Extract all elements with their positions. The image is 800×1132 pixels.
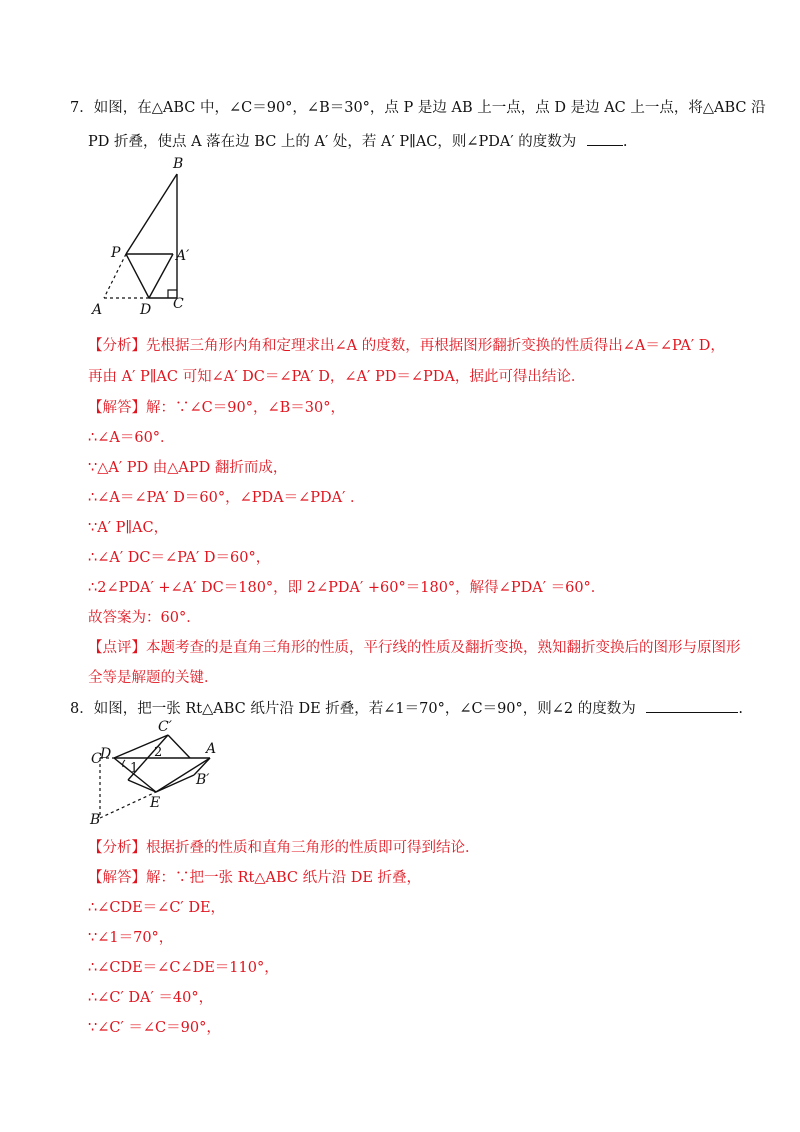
q7-answer-blank[interactable] (587, 131, 623, 146)
q8-solution-line5: ∴∠C′ DA′ ＝40°， (88, 990, 214, 1006)
q8-label-B-prime: B′ (196, 772, 210, 788)
q7-solution-line3: ∵△A′ PD 由△APD 翻折而成， (88, 460, 288, 476)
q8-label-angle-2: 2 (154, 745, 163, 760)
q7-solution-line2: ∴∠A＝60°． (88, 430, 175, 446)
q7-solution-line5: ∵A′ P∥AC， (88, 520, 169, 536)
q8-solution-line1: 【解答】解：∵把一张 Rt△ABC 纸片沿 DE 折叠， (88, 870, 422, 886)
q7-label-C: C (173, 296, 184, 312)
q7-label-A: A (92, 302, 103, 318)
q7-label-D: D (140, 302, 152, 318)
q8-stem-text: 8．如图，把一张 Rt△ABC 纸片沿 DE 折叠，若∠1＝70°，∠C＝90°，则∠2 的度数为 (70, 701, 636, 717)
q7-label-A-prime: A′ (176, 248, 190, 264)
q8-solution-line6: ∵∠C′ ＝∠C＝90°， (88, 1020, 221, 1036)
q7-solution-line6: ∴∠A′ DC＝∠PA′ D＝60°， (88, 550, 271, 566)
q8-stem-period: . (738, 701, 743, 717)
q8-stem-line1 (70, 698, 743, 719)
q8-solution-line2: ∴∠CDE＝∠C′ DE， (88, 900, 226, 916)
q7-comment-line2: 全等是解题的关键． (88, 670, 219, 686)
q8-label-D: D (100, 746, 112, 762)
q7-solution-line1: 【解答】解：∵∠C＝90°，∠B＝30°， (88, 400, 345, 416)
q7-solution-line7: ∴2∠PDA′ +∠A′ DC＝180°，即 2∠PDA′ +60°＝180°，解得∠PDA′ ＝60°． (88, 580, 606, 596)
q7-label-P: P (111, 245, 121, 261)
q7-answer: 故答案为：60°． (88, 610, 201, 626)
q7-stem-text: PD 折叠，使点 A 落在边 BC 上的 A′ 处，若 A′ P∥AC，则∠PDA′ 的度数为 (88, 134, 577, 150)
q8-solution-line3: ∵∠1＝70°， (88, 930, 174, 946)
q7-comment-line1: 【点评】本题考查的是直角三角形的性质，平行线的性质及翻折变换，熟知翻折变换后的图形与原图形 (88, 640, 741, 656)
q7-analysis-line1: 【分析】先根据三角形内角和定理求出∠A 的度数，再根据图形翻折变换的性质得出∠A＝∠PA′ D， (88, 338, 725, 354)
q8-analysis: 【分析】根据折叠的性质和直角三角形的性质即可得到结论． (88, 840, 480, 856)
q7-solution-line4: ∴∠A＝∠PA′ D＝60°，∠PDA＝∠PDA′ ． (88, 490, 365, 506)
q7-stem-line2 (88, 131, 628, 152)
q8-figure (80, 718, 240, 830)
q8-label-E: E (150, 795, 161, 811)
q8-answer-blank[interactable] (646, 698, 738, 713)
q8-label-angle-1: 1 (130, 761, 139, 776)
q7-stem-period: . (622, 134, 628, 150)
q8-solution-line4: ∴∠CDE＝∠C∠DE＝110°， (88, 960, 279, 976)
q8-label-B: B (90, 812, 101, 828)
q7-label-B: B (173, 156, 184, 172)
q7-figure-lines (126, 174, 177, 298)
q8-label-A: A (206, 741, 217, 757)
q8-label-C-prime: C′ (158, 719, 172, 735)
q8-label-C: C (91, 751, 102, 767)
q7-analysis-line2: 再由 A′ P∥AC 可知∠A′ DC＝∠PA′ D，∠A′ PD＝∠PDA，据此可得出结论． (88, 369, 586, 385)
q7-stem-line1: 7．如图，在△ABC 中，∠C＝90°，∠B＝30°，点 P 是边 AB 上一点，点 D 是边 AC 上一点，将△ABC 沿 (70, 100, 766, 116)
q7-figure (80, 150, 230, 320)
